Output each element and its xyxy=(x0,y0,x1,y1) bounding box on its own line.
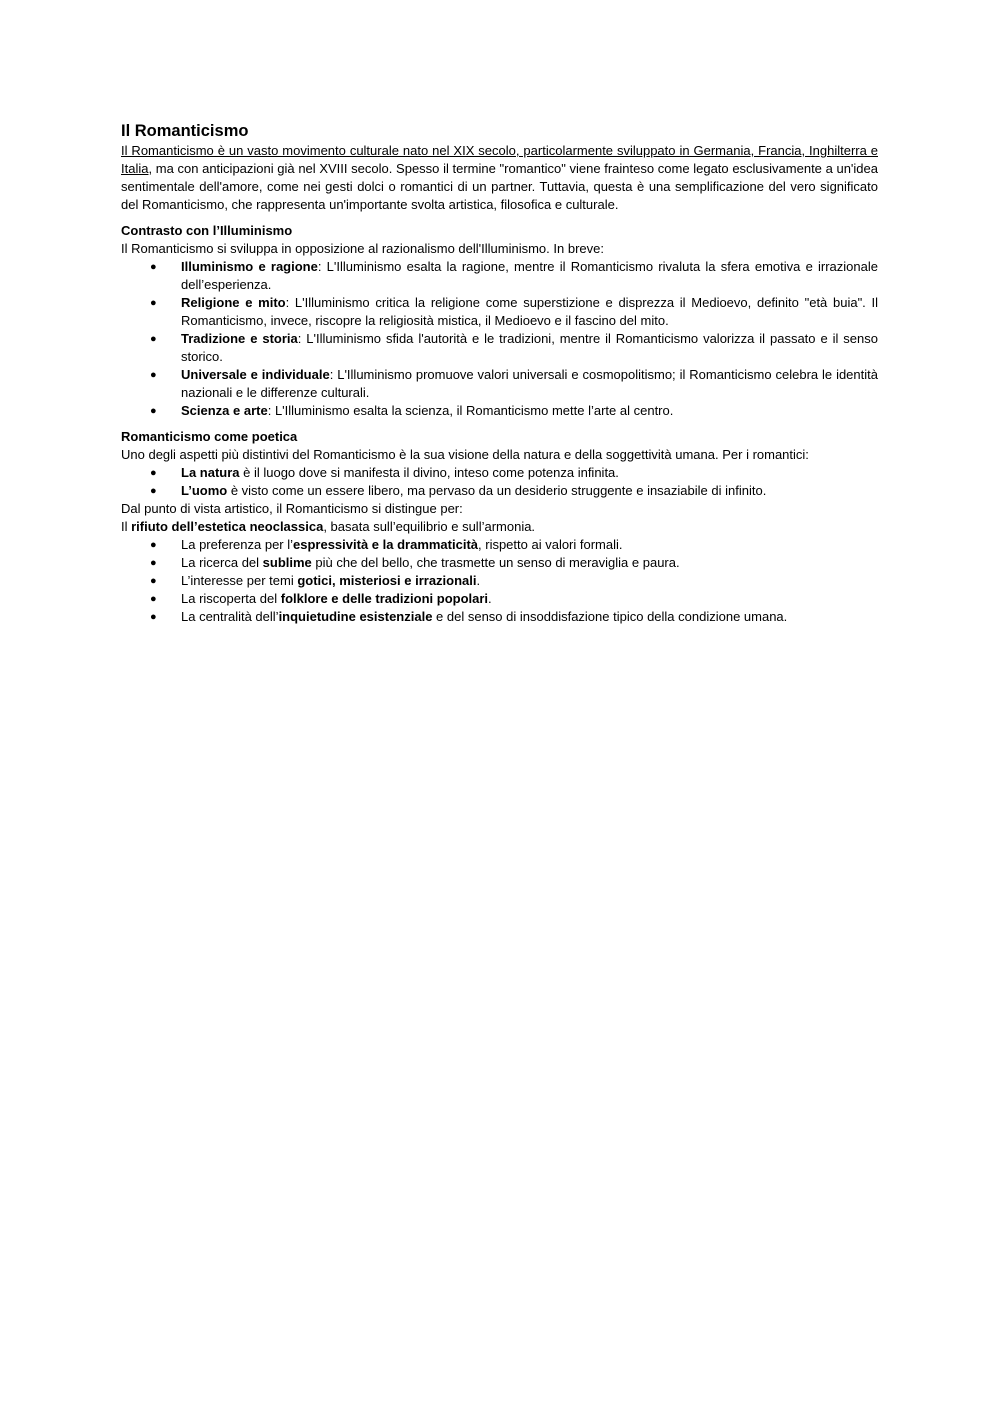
bullet-icon: ● xyxy=(150,405,157,417)
section-heading-poetica: Romanticismo come poetica xyxy=(121,429,298,444)
bullet-icon: ● xyxy=(150,261,157,273)
list-item-text: : L'Illuminismo promuove valori universali e cosmopolitismo; il Romanticismo celebra le identità nazionali e le differenze culturali. xyxy=(181,367,878,400)
list-item xyxy=(121,554,878,572)
list-item-text: : L'Illuminismo esalta la scienza, il Romanticismo mette l’arte al centro. xyxy=(267,403,674,418)
rejection-pre: Il xyxy=(121,519,132,534)
list-item-pre: La riscoperta del xyxy=(181,591,281,606)
list-item-term: gotici, misteriosi e irrazionali xyxy=(297,573,477,588)
list-item-text: : L'Illuminismo critica la religione come superstizione e disprezza il Medioevo, definito "età buia". Il Romanticismo, invece, riscopre la religiosità mistica, il Medioevo e il fascino del mito. xyxy=(181,295,879,328)
bullet-icon: ● xyxy=(150,369,157,381)
list-item xyxy=(121,330,878,366)
list-item-post: più che del bello, che trasmette un senso di meraviglia e paura. xyxy=(311,555,680,570)
list-item-post: e del senso di insoddisfazione tipico della condizione umana. xyxy=(432,609,788,624)
intro-text: , ma con anticipazioni già nel XVIII secolo. Spesso il termine "romantico" viene frainteso come legato esclusivamente a un'idea sentimentale dell'amore, come nei gesti dolci o romantici di un partner. Tuttavia, questa è una semplificazione del vero significato del Romanticismo, che rappresenta un'importante svolta artistica, filosofica e culturale. xyxy=(121,161,878,212)
list-item-post: , rispetto ai valori formali. xyxy=(478,537,623,552)
list-item-term: Universale e individuale xyxy=(181,367,330,382)
list-item-pre: La ricerca del xyxy=(181,555,263,570)
list-item-text: : L'Illuminismo sfida l'autorità e le tradizioni, mentre il Romanticismo valorizza il passato e il senso storico. xyxy=(181,331,878,364)
list-item xyxy=(121,294,878,330)
list-item-post: . xyxy=(476,573,481,588)
list-item-term: La natura xyxy=(181,465,240,480)
intro-underlined-text: Il Romanticismo è un vasto movimento culturale nato nel XIX secolo, particolarmente sviluppato in Germania, Francia, Inghilterra e Italia xyxy=(121,143,878,176)
list-item-post: . xyxy=(488,591,492,606)
document-title: Il Romanticismo xyxy=(121,122,249,140)
list-item xyxy=(121,258,878,294)
list-item xyxy=(121,536,878,554)
list-item-term: Illuminismo e ragione xyxy=(181,259,318,274)
rejection-post: , basata sull’equilibrio e sull’armonia. xyxy=(323,519,536,534)
section-lead-poetica: Uno degli aspetti più distintivi del Romanticismo è la sua visione della natura e della soggettività umana. Per i romantici: xyxy=(121,447,809,462)
list-item-term: Scienza e arte xyxy=(181,403,268,418)
rejection-line xyxy=(121,518,878,536)
list-item-text: è visto come un essere libero, ma pervaso da un desiderio struggente e insaziabile di infinito. xyxy=(227,483,767,498)
list-item xyxy=(121,402,878,420)
list-item-pre: L’interesse per temi xyxy=(181,573,298,588)
art-list xyxy=(121,536,878,626)
intro-paragraph xyxy=(121,142,878,214)
bullet-icon: ● xyxy=(150,575,157,587)
artistic-lead: Dal punto di vista artistico, il Romanticismo si distingue per: xyxy=(121,501,463,516)
poetica-list xyxy=(121,464,878,500)
document-page xyxy=(121,120,878,626)
list-item xyxy=(121,608,878,626)
bullet-icon: ● xyxy=(150,467,157,479)
bullet-icon: ● xyxy=(150,333,157,345)
list-item xyxy=(121,482,878,500)
list-item-term: L’uomo xyxy=(181,483,228,498)
list-item-term: Religione e mito xyxy=(181,295,286,310)
list-item xyxy=(121,366,878,402)
list-item xyxy=(121,590,878,608)
list-item-pre: La preferenza per l’ xyxy=(181,537,294,552)
list-item-term: inquietudine esistenziale xyxy=(278,609,433,624)
list-item xyxy=(121,464,878,482)
bullet-icon: ● xyxy=(150,593,157,605)
list-item-text: : L'Illuminismo esalta la ragione, mentre il Romanticismo rivaluta la sfera emotiva e irrazionale dell’esperienza. xyxy=(181,259,878,292)
list-item-text: è il luogo dove si manifesta il divino, inteso come potenza infinita. xyxy=(239,465,619,480)
bullet-icon: ● xyxy=(150,557,157,569)
section-lead-illuminismo: Il Romanticismo si sviluppa in opposizione al razionalismo dell'Illuminismo. In breve: xyxy=(121,241,604,256)
bullet-icon: ● xyxy=(150,611,157,623)
bullet-icon: ● xyxy=(150,297,157,309)
list-item-pre: La centralità dell’ xyxy=(181,609,279,624)
list-item-term: Tradizione e storia xyxy=(181,331,298,346)
list-item-term: sublime xyxy=(262,555,312,570)
bullet-icon: ● xyxy=(150,485,157,497)
list-item xyxy=(121,572,878,590)
bullet-icon: ● xyxy=(150,539,157,551)
contrast-list xyxy=(121,258,878,420)
list-item-term: espressività e la drammaticità xyxy=(293,537,479,552)
section-heading-illuminismo: Contrasto con l’Illuminismo xyxy=(121,223,293,238)
list-item-term: folklore e delle tradizioni popolari xyxy=(280,591,489,606)
rejection-term: rifiuto dell’estetica neoclassica xyxy=(131,519,324,534)
